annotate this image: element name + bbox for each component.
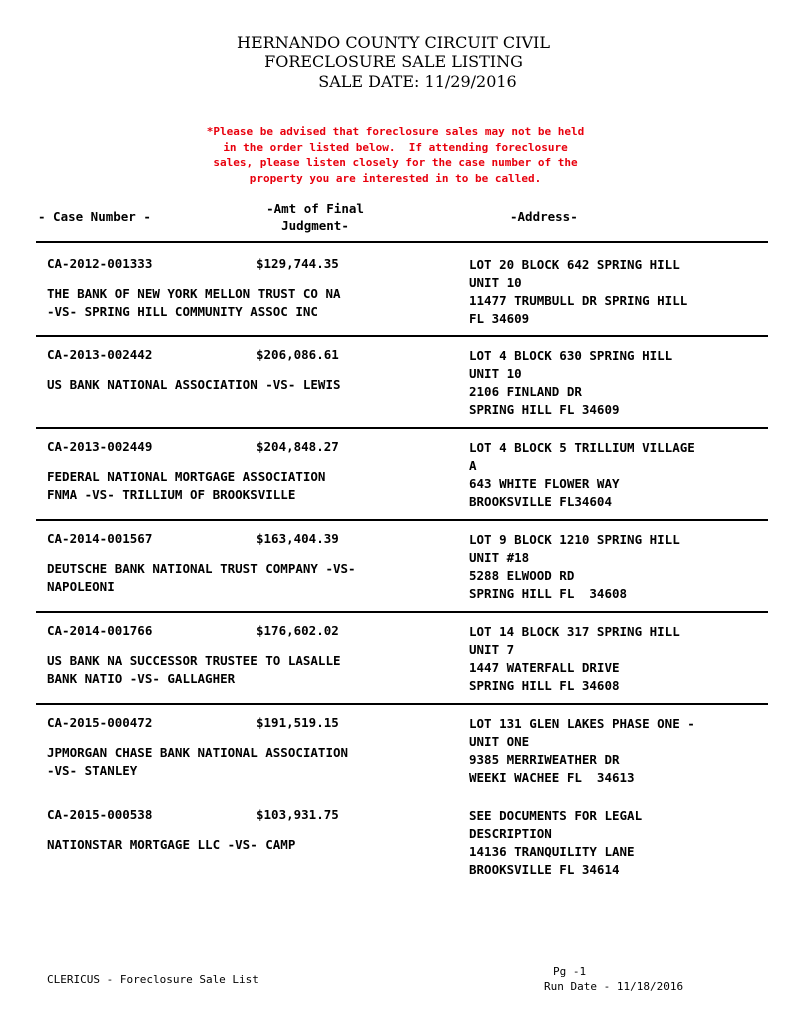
property-address <box>469 347 769 419</box>
address-line: 11477 TRUMBULL DR SPRING HILL <box>469 293 688 308</box>
property-address <box>469 439 769 511</box>
address-line: LOT 9 BLOCK 1210 SPRING HILL <box>469 532 680 547</box>
section-divider <box>36 519 768 521</box>
parties-line: NATIONSTAR MORTGAGE LLC -VS- CAMP <box>47 837 296 852</box>
address-line: WEEKI WACHEE FL 34613 <box>469 770 635 785</box>
case-parties <box>47 468 427 504</box>
section-divider <box>36 703 768 705</box>
address-line: UNIT ONE <box>469 734 530 749</box>
notice-line: sales, please listen closely for the case number of the <box>213 156 578 169</box>
property-address <box>469 715 769 787</box>
address-line: LOT 131 GLEN LAKES PHASE ONE - <box>469 716 695 731</box>
address-line: 2106 FINLAND DR <box>469 384 582 399</box>
address-line: DESCRIPTION <box>469 826 552 841</box>
address-line: BROOKSVILLE FL 34614 <box>469 862 620 877</box>
parties-line: DEUTSCHE BANK NATIONAL TRUST COMPANY -VS- <box>47 561 356 576</box>
listing-heading: FORECLOSURE SALE LISTING <box>264 52 523 71</box>
section-divider <box>36 241 768 243</box>
case-parties <box>47 376 427 394</box>
case-number: CA-2015-000538 <box>47 807 153 822</box>
parties-line: -VS- STANLEY <box>47 763 138 778</box>
judgment-amount: $176,602.02 <box>256 623 339 638</box>
case-number: CA-2012-001333 <box>47 256 153 271</box>
county-heading: HERNANDO COUNTY CIRCUIT CIVIL <box>237 33 550 52</box>
address-line: UNIT #18 <box>469 550 530 565</box>
address-line: A <box>469 458 477 473</box>
judgment-amount: $103,931.75 <box>256 807 339 822</box>
case-number: CA-2013-002442 <box>47 347 153 362</box>
section-divider <box>36 335 768 337</box>
address-line: 1447 WATERFALL DRIVE <box>469 660 620 675</box>
address-line: SEE DOCUMENTS FOR LEGAL <box>469 808 643 823</box>
parties-line: FNMA -VS- TRILLIUM OF BROOKSVILLE <box>47 487 296 502</box>
address-line: BROOKSVILLE FL34604 <box>469 494 612 509</box>
case-parties <box>47 836 427 854</box>
judgment-amount: $163,404.39 <box>256 531 339 546</box>
notice-line: in the order listed below. If attending foreclosure <box>223 140 568 154</box>
address-line: 643 WHITE FLOWER WAY <box>469 476 620 491</box>
address-line: LOT 4 BLOCK 630 SPRING HILL <box>469 348 673 363</box>
case-parties <box>47 285 427 321</box>
parties-line: JPMORGAN CHASE BANK NATIONAL ASSOCIATION <box>47 745 349 760</box>
run-date: Run Date - 11/18/2016 <box>544 980 684 993</box>
property-address <box>469 623 769 695</box>
advisory-notice <box>0 124 791 186</box>
section-divider <box>36 611 768 613</box>
column-header-address: -Address- <box>510 209 578 224</box>
column-header-amount-line: -Amt of Final <box>266 201 364 216</box>
property-address <box>469 807 769 879</box>
page-number: Pg -1 <box>553 965 587 978</box>
column-header-case-number: - Case Number - <box>38 209 151 224</box>
sale-date-heading: SALE DATE: 11/29/2016 <box>318 72 517 91</box>
address-line: 9385 MERRIWEATHER DR <box>469 752 620 767</box>
address-line: FL 34609 <box>469 311 530 326</box>
address-line: LOT 4 BLOCK 5 TRILLIUM VILLAGE <box>469 440 695 455</box>
property-address <box>469 256 769 328</box>
case-number: CA-2014-001567 <box>47 531 153 546</box>
address-line: UNIT 10 <box>469 275 522 290</box>
address-line: LOT 20 BLOCK 642 SPRING HILL <box>469 257 680 272</box>
property-address <box>469 531 769 603</box>
case-parties <box>47 744 427 780</box>
footer-system-label: CLERICUS - Foreclosure Sale List <box>47 973 259 986</box>
case-parties <box>47 560 427 596</box>
judgment-amount: $204,848.27 <box>256 439 339 454</box>
case-number: CA-2014-001766 <box>47 623 153 638</box>
parties-line: FEDERAL NATIONAL MORTGAGE ASSOCIATION <box>47 469 326 484</box>
parties-line: -VS- SPRING HILL COMMUNITY ASSOC INC <box>47 304 318 319</box>
parties-line: US BANK NATIONAL ASSOCIATION -VS- LEWIS <box>47 377 341 392</box>
judgment-amount: $191,519.15 <box>256 715 339 730</box>
notice-line: property you are interested in to be called. <box>249 171 542 185</box>
case-parties <box>47 652 427 688</box>
case-number: CA-2015-000472 <box>47 715 153 730</box>
address-line: SPRING HILL FL 34608 <box>469 586 628 601</box>
address-line: 14136 TRANQUILITY LANE <box>469 844 635 859</box>
address-line: UNIT 10 <box>469 366 522 381</box>
column-header-amount <box>240 200 390 234</box>
address-line: 5288 ELWOOD RD <box>469 568 575 583</box>
address-line: SPRING HILL FL 34609 <box>469 402 620 417</box>
parties-line: NAPOLEONI <box>47 579 115 594</box>
section-divider <box>36 427 768 429</box>
notice-line: *Please be advised that foreclosure sales may not be held <box>206 125 585 138</box>
address-line: LOT 14 BLOCK 317 SPRING HILL <box>469 624 680 639</box>
parties-line: THE BANK OF NEW YORK MELLON TRUST CO NA <box>47 286 341 301</box>
parties-line: US BANK NA SUCCESSOR TRUSTEE TO LASALLE <box>47 653 341 668</box>
address-line: SPRING HILL FL 34608 <box>469 678 620 693</box>
address-line: UNIT 7 <box>469 642 515 657</box>
case-number: CA-2013-002449 <box>47 439 153 454</box>
judgment-amount: $129,744.35 <box>256 256 339 271</box>
judgment-amount: $206,086.61 <box>256 347 339 362</box>
column-header-amount-line: Judgment- <box>281 218 349 233</box>
parties-line: BANK NATIO -VS- GALLAGHER <box>47 671 236 686</box>
